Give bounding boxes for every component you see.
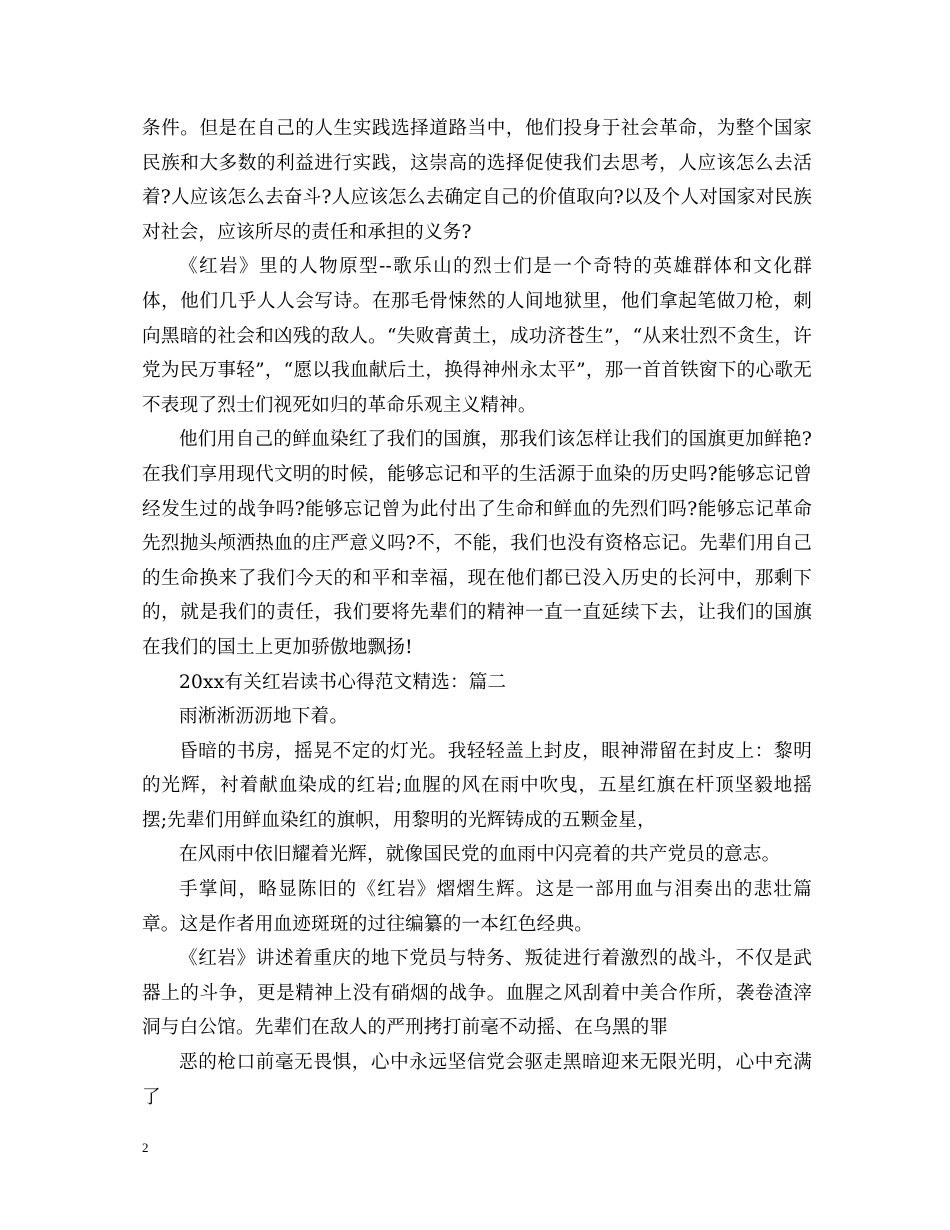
page-number: 2	[142, 1140, 149, 1155]
paragraph: 条件。但是在自己的人生实践选择道路当中，他们投身于社会革命，为整个国家民族和大多数的利益进行实践，这崇高的选择促使我们去思考，人应该怎么去活着?人应该怎么去奋斗?人应该怎么去确定自己的价值取向?以及个人对国家对民族对社会，应该所尽的责任和承担的义务?	[142, 118, 812, 243]
paragraph: 昏暗的书房，摇晃不定的灯光。我轻轻盖上封皮，眼神滞留在封皮上：黎明的光辉，衬着献血染成的红岩;血腥的风在雨中吹曳，五星红旗在杆顶坚毅地摇摆;先辈们用鲜血染红的旗帜，用黎明的光辉铸成的五颗金星，	[142, 740, 812, 831]
section-heading: 20xx有关红岩读书心得范文精选：篇二	[179, 671, 507, 693]
paragraph: 《红岩》讲述着重庆的地下党员与特务、叛徒进行着激烈的战斗，不仅是武器上的斗争，更是精神上没有硝烟的战争。血腥之风刮着中美合作所，袭卷渣滓洞与白公馆。先辈们在敌人的严刑拷打前毫不动摇、在乌黑的罪	[142, 948, 812, 1039]
paragraph: 他们用自己的鲜血染红了我们的国旗，那我们该怎样让我们的国旗更加鲜艳?在我们享用现代文明的时候，能够忘记和平的生活源于血染的历史吗?能够忘记曾经发生过的战争吗?能够忘记曾为此付出了生命和鲜血的先烈们吗?能够忘记革命先烈抛头颅洒热血的庄严意义吗?不，不能，我们也没有资格忘记。先辈们用自己的生命换来了我们今天的和平和幸福，现在他们都已没入历史的长河中，那剩下的，就是我们的责任，我们要将先辈们的精神一直一直延续下去，让我们的国旗在我们的国土上更加骄傲地飘扬!	[142, 429, 812, 658]
paragraph: 雨淅淅沥沥地下着。	[179, 706, 349, 728]
paragraph: 《红岩》里的人物原型--歌乐山的烈士们是一个奇特的英雄群体和文化群体，他们几乎人人会写诗。在那毛骨悚然的人间地狱里，他们拿起笔做刀枪，刺向黑暗的社会和凶残的敌人。“失败膏黄土，成功济苍生”，“从来壮烈不贪生，许党为民万事轻”，“愿以我血献后土，换得神州永太平”，那一首首铁窗下的心歌无不表现了烈士们视死如归的革命乐观主义精神。	[142, 256, 812, 416]
document-body	[142, 112, 812, 1115]
paragraph: 手掌间，略显陈旧的《红岩》熠熠生辉。这是一部用血与泪奏出的悲壮篇章。这是作者用血迹斑斑的过往编纂的一本红色经典。	[142, 879, 812, 935]
paragraph: 恶的枪口前毫无畏惧，心中永远坚信党会驱走黑暗迎来无限光明，心中充满了	[142, 1052, 812, 1108]
paragraph: 在风雨中依旧耀着光辉，就像国民党的血雨中闪亮着的共产党员的意志。	[179, 844, 781, 866]
